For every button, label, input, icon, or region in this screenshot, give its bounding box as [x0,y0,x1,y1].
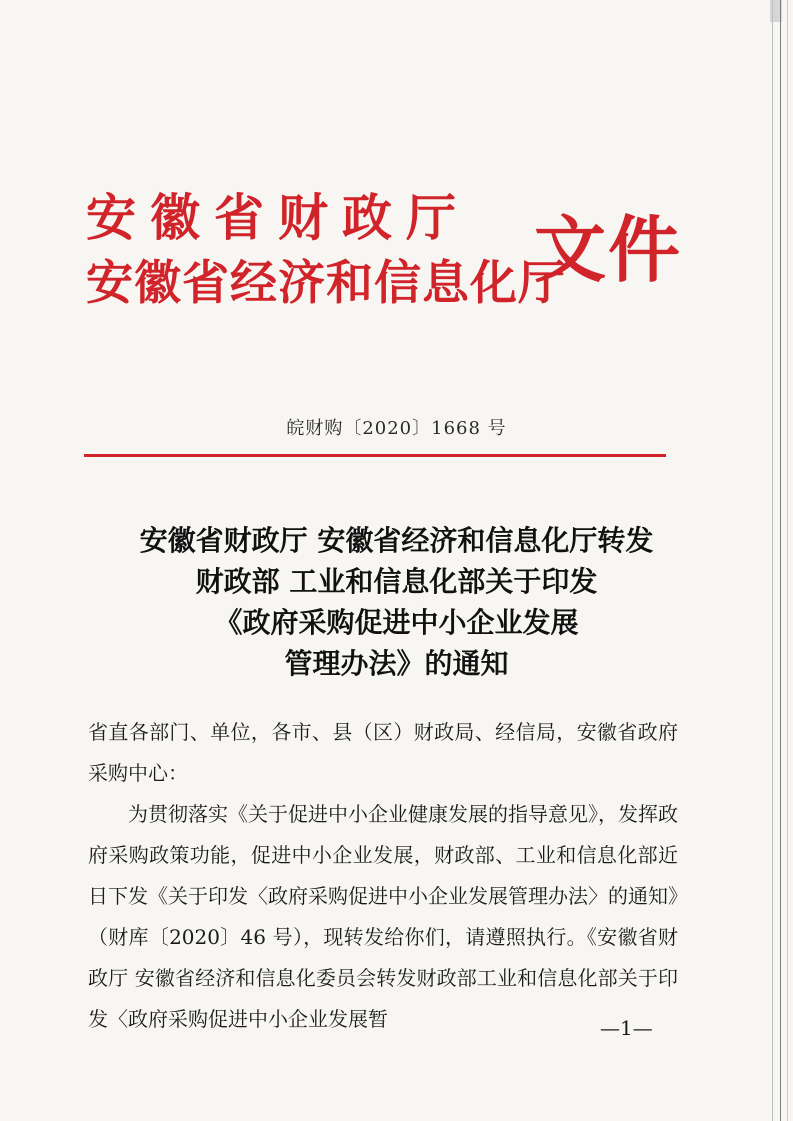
document-body [88,712,678,1040]
masthead-issuer-finance: 安徽省财政厅 [86,188,470,247]
red-divider-line [84,454,666,457]
addressee-paragraph: 省直各部门、单位，各市、县（区）财政局、经信局，安徽省政府采购中心： [88,720,678,785]
page-number: —1— [600,1016,653,1040]
title-line: 《政府采购促进中小企业发展 [214,606,579,639]
masthead-issuer-economy: 安徽省经济和信息化厅 [86,256,566,311]
red-masthead [86,176,686,326]
masthead-document-label: 文件 [534,207,683,292]
body-paragraph: 为贯彻落实《关于促进中小企业健康发展的指导意见》，发挥政府采购政策功能，促进中小企业发展，财政部、工业和信息化部近日下发《关于印发〈政府采购促进中小企业发展管理办法〉的通知》（财库〔2020〕46 号），现转发给你们，请遵照执行。《安徽省财政厅 安徽省经济和信息化委员会转发财政部工业和信息化部关于印发〈政府采购促进中小企业发展暂 [88,802,678,1031]
title-line: 管理办法》的通知 [284,647,509,680]
document-title [0,520,793,684]
title-line: 安徽省财政厅 安徽省经济和信息化厅转发 [139,524,654,557]
title-line: 财政部 工业和信息化部关于印发 [195,565,598,598]
document-number: 皖财购〔2020〕1668 号 [286,418,507,439]
